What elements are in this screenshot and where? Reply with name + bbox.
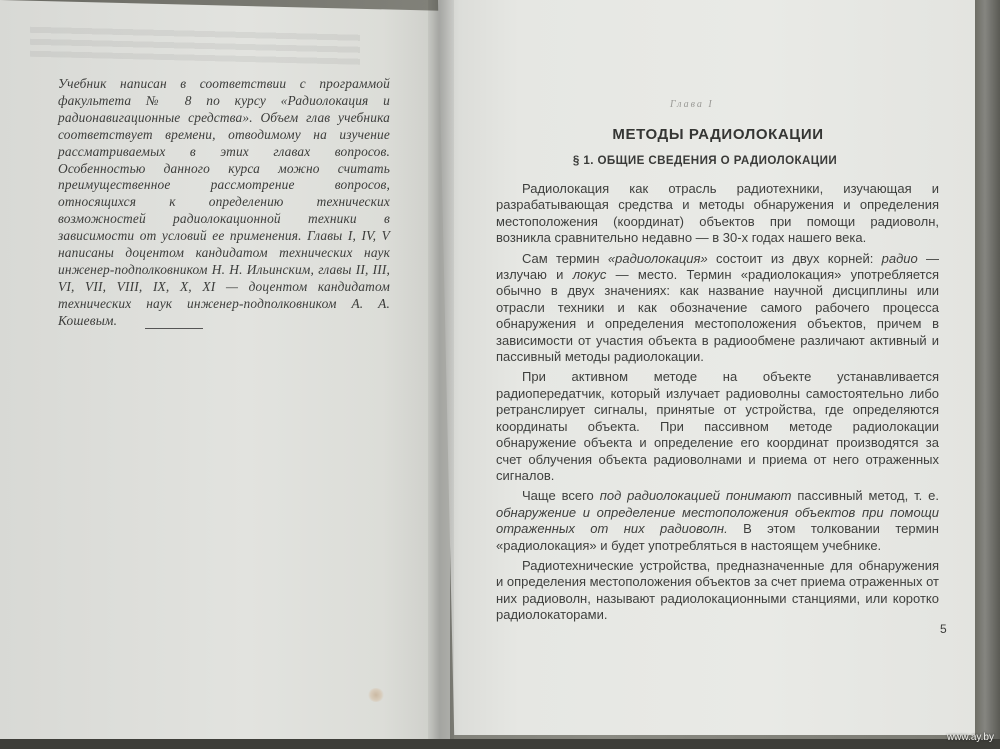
paragraph-3: При активном методе на объекте устанавливается радиопередатчик, который излучает радиоволны самостоятельно либо ретранслирует сигналы, принятые от устройства, где определяются координаты объекта. При пассивном методе радиолокации обнаружение объекта и определение его координат производятся за счет облучения объекта радиоволнами и приема от него отраженных сигналов. — [496, 369, 939, 483]
chapter-body — [496, 181, 939, 628]
section-heading: § 1. ОБЩИЕ СВЕДЕНИЯ О РАДИОЛОКАЦИИ — [572, 154, 838, 167]
paragraph-4: Чаще всего под радиолокацией понимают пассивный метод, т. е. обнаружение и определение местоположения объектов при помощи отраженных от них радиоволн. В этом толковании термин «радиолокация» и будет употребляться в настоящем учебнике. — [496, 488, 939, 553]
preface-note — [58, 76, 390, 330]
paragraph-1: Радиолокация как отрасль радиотехники, изучающая и разрабатывающая средства и методы обнаружения и определения местоположения (координат) объектов при помощи радиоволн, возникла сравнительно недавно — в 30-х годах нашего века. — [496, 181, 939, 246]
bottom-edge-shadow — [0, 739, 1000, 749]
paper-stain — [368, 688, 384, 702]
divider-rule — [145, 328, 203, 329]
preface-paragraph: Учебник написан в соответствии с программой факультета № 8 по курсу «Радиолокация и радионавигационные средства». Объем глав учебника соответствует времени, отводимому на изучение рассматриваемых в этих главах вопросов. Особенностью данного курса можно считать преимущественное рассмотрение вопросов, относящихся к определению технических возможностей радиолокационной техники в зависимости от условий ее применения. Главы I, IV, V написаны доцентом кандидатом технических наук инженер-подполковником Н. Н. Ильинским, главы II, III, VI, VII, VIII, IX, X, XI — доцентом кандидатом технических наук инженер-подполковником А. А. Кошевым. — [58, 76, 390, 328]
show-through-text — [30, 23, 360, 65]
chapter-title: МЕТОДЫ РАДИОЛОКАЦИИ — [612, 126, 824, 143]
background-surface — [975, 0, 1000, 749]
paragraph-5: Радиотехнические устройства, предназначенные для обнаружения и определения местоположения объектов за счет приема отраженных от них радиоволн, называют радиолокационными станциями, или коротко радиолокаторами. — [496, 557, 939, 623]
page-number: 5 — [940, 622, 947, 636]
book-spine-shadow — [428, 0, 454, 749]
watermark: www.ay.by — [946, 732, 994, 743]
chapter-label: Глава I — [670, 99, 714, 110]
paragraph-2: Сам термин «радиолокация» состоит из двух корней: радио — излучаю и локус — место. Термин «радиолокация» употребляется обычно в двух значениях: как название научной дисциплины или отрасли техники и как обозначение самого рабочего процесса обнаружения и определения местоположения объектов, причем в зависимости от участия объекта в радиообмене различают активный и пассивный методы радиолокации. — [496, 250, 940, 365]
